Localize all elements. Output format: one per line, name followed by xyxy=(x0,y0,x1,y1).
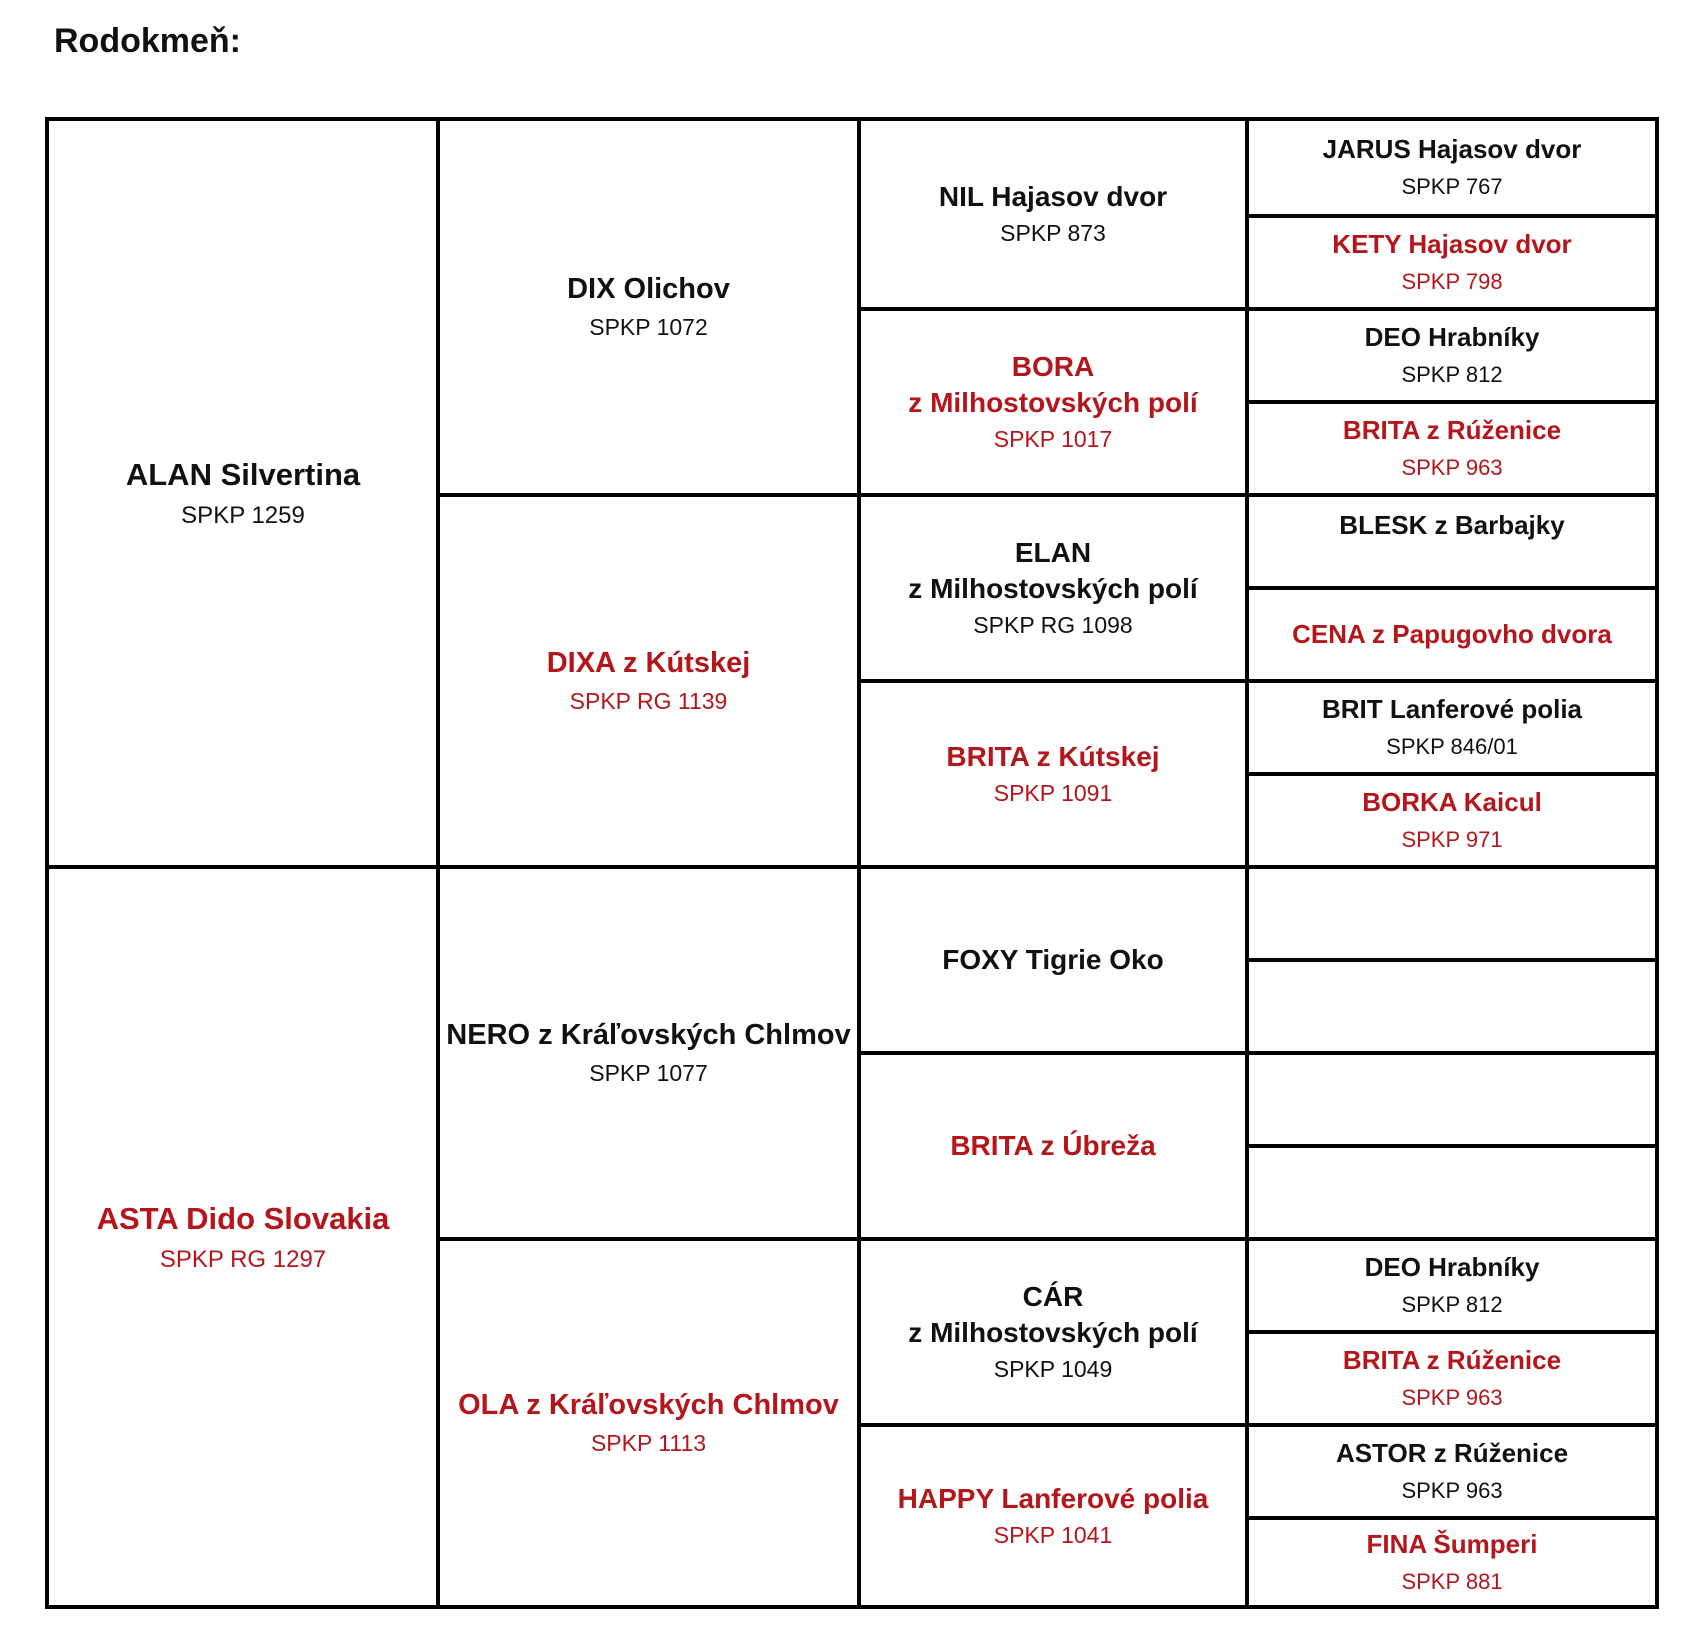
gg-grandparent-registration: SPKP 963 xyxy=(1401,455,1503,481)
great-grandparent-cell xyxy=(861,1055,1245,1237)
gg-grandparent-cell xyxy=(1249,776,1655,865)
gg-grandparent-registration: SPKP 812 xyxy=(1401,362,1503,388)
gg-grandparent-cell xyxy=(1249,1427,1655,1516)
dam-name: ASTA Dido Slovakia xyxy=(96,1201,390,1237)
gg-grandparent-name: JARUS Hajasov dvor xyxy=(1322,134,1582,165)
great-grandparent-registration: SPKP 1049 xyxy=(993,1356,1113,1383)
gg-grandparent-cell-empty xyxy=(1249,1148,1655,1237)
sire-cell xyxy=(49,121,437,865)
great-grandparent-cell xyxy=(861,311,1245,493)
grandparent-cell xyxy=(440,1241,857,1605)
great-grandparent-name: ELAN xyxy=(1014,536,1092,568)
gg-grandparent-registration: SPKP 812 xyxy=(1401,1292,1503,1318)
gg-grandparent-registration: SPKP 798 xyxy=(1401,269,1503,295)
great-grandparent-cell xyxy=(861,1427,1245,1605)
gg-grandparent-cell xyxy=(1249,1334,1655,1423)
gg-grandparent-name: ASTOR z Rúženice xyxy=(1335,1438,1569,1469)
pedigree-table xyxy=(45,117,1659,1609)
great-grandparent-name-line2: z Milhostovských polí xyxy=(908,1317,1198,1349)
great-grandparent-name: BRITA z Kútskej xyxy=(946,740,1160,772)
great-grandparent-name: CÁR xyxy=(1022,1280,1084,1312)
dam-cell xyxy=(49,869,437,1605)
grandparent-registration: SPKP 1113 xyxy=(590,1429,707,1456)
great-grandparent-name-line2: z Milhostovských polí xyxy=(908,573,1198,605)
gg-grandparent-cell xyxy=(1249,590,1655,679)
gg-grandparent-cell xyxy=(1249,311,1655,400)
gg-grandparent-cell xyxy=(1249,497,1655,586)
sire-name: ALAN Silvertina xyxy=(125,457,361,493)
sire-registration: SPKP 1259 xyxy=(181,501,305,529)
gg-grandparent-cell-empty xyxy=(1249,869,1655,958)
grandparent-name: DIXA z Kútskej xyxy=(546,647,751,680)
gg-grandparent-name: DEO Hrabníky xyxy=(1364,322,1540,353)
great-grandparent-registration: SPKP 1017 xyxy=(993,426,1113,453)
great-grandparent-registration: SPKP RG 1098 xyxy=(973,612,1133,639)
gg-grandparent-name: KETY Hajasov dvor xyxy=(1332,229,1572,260)
great-grandparent-registration: SPKP 1091 xyxy=(993,780,1113,807)
gg-grandparent-cell xyxy=(1249,683,1655,772)
grandparent-name: NERO z Kráľovských Chlmov xyxy=(446,1019,851,1052)
great-grandparent-cell xyxy=(861,497,1245,679)
gg-grandparent-registration: SPKP 881 xyxy=(1401,1569,1503,1595)
gg-grandparent-cell-empty xyxy=(1249,1055,1655,1144)
great-grandparent-cell xyxy=(861,1241,1245,1423)
gg-grandparent-registration: SPKP 767 xyxy=(1401,174,1503,200)
gg-grandparent-cell xyxy=(1249,121,1655,214)
grandparent-cell xyxy=(440,869,857,1237)
gg-grandparent-name: BORKA Kaicul xyxy=(1362,787,1542,818)
grandparent-registration: SPKP RG 1139 xyxy=(569,687,728,714)
grandparent-cell xyxy=(440,121,857,493)
gg-grandparent-registration: SPKP 963 xyxy=(1401,1385,1503,1411)
gg-grandparent-cell xyxy=(1249,1520,1655,1605)
gg-grandparent-registration: SPKP 963 xyxy=(1401,1478,1503,1504)
gg-grandparent-name: BRITA z Rúženice xyxy=(1342,1345,1562,1376)
gg-grandparent-cell xyxy=(1249,218,1655,307)
gg-grandparent-name: FINA Šumperi xyxy=(1366,1529,1538,1560)
gg-grandparent-cell xyxy=(1249,404,1655,493)
gg-grandparent-cell xyxy=(1249,1241,1655,1330)
gg-grandparent-cell-empty xyxy=(1249,962,1655,1051)
great-grandparent-registration: SPKP 1041 xyxy=(993,1522,1113,1549)
great-grandparent-cell xyxy=(861,869,1245,1051)
gg-grandparent-name: BRIT Lanferové polia xyxy=(1321,694,1583,725)
gg-grandparent-name: BRITA z Rúženice xyxy=(1342,415,1562,446)
dam-registration: SPKP RG 1297 xyxy=(159,1245,327,1273)
grandparent-registration: SPKP 1077 xyxy=(589,1059,708,1086)
grandparent-name: DIX Olichov xyxy=(567,273,730,306)
great-grandparent-registration: SPKP 873 xyxy=(1000,220,1106,247)
gg-grandparent-registration: SPKP 846/01 xyxy=(1386,734,1518,760)
grandparent-registration: SPKP 1072 xyxy=(589,313,708,340)
great-grandparent-name-line2: z Milhostovských polí xyxy=(908,387,1198,419)
great-grandparent-name: BRITA z Úbreža xyxy=(950,1129,1156,1161)
gg-grandparent-registration: SPKP 971 xyxy=(1401,827,1503,853)
gg-grandparent-name: BLESK z Barbajky xyxy=(1339,510,1565,540)
great-grandparent-cell xyxy=(861,121,1245,307)
gg-grandparent-name: CENA z Papugovho dvora xyxy=(1292,618,1612,649)
great-grandparent-name: BORA xyxy=(1011,350,1095,382)
great-grandparent-name: HAPPY Lanferové polia xyxy=(897,1482,1209,1514)
gg-grandparent-name: DEO Hrabníky xyxy=(1364,1252,1540,1283)
great-grandparent-cell xyxy=(861,683,1245,865)
grandparent-cell xyxy=(440,497,857,865)
great-grandparent-name: NIL Hajasov dvor xyxy=(938,180,1168,212)
page-title: Rodokmeň: xyxy=(54,22,241,60)
grandparent-name: OLA z Kráľovských Chlmov xyxy=(458,1389,839,1422)
great-grandparent-name: FOXY Tigrie Oko xyxy=(942,943,1164,975)
